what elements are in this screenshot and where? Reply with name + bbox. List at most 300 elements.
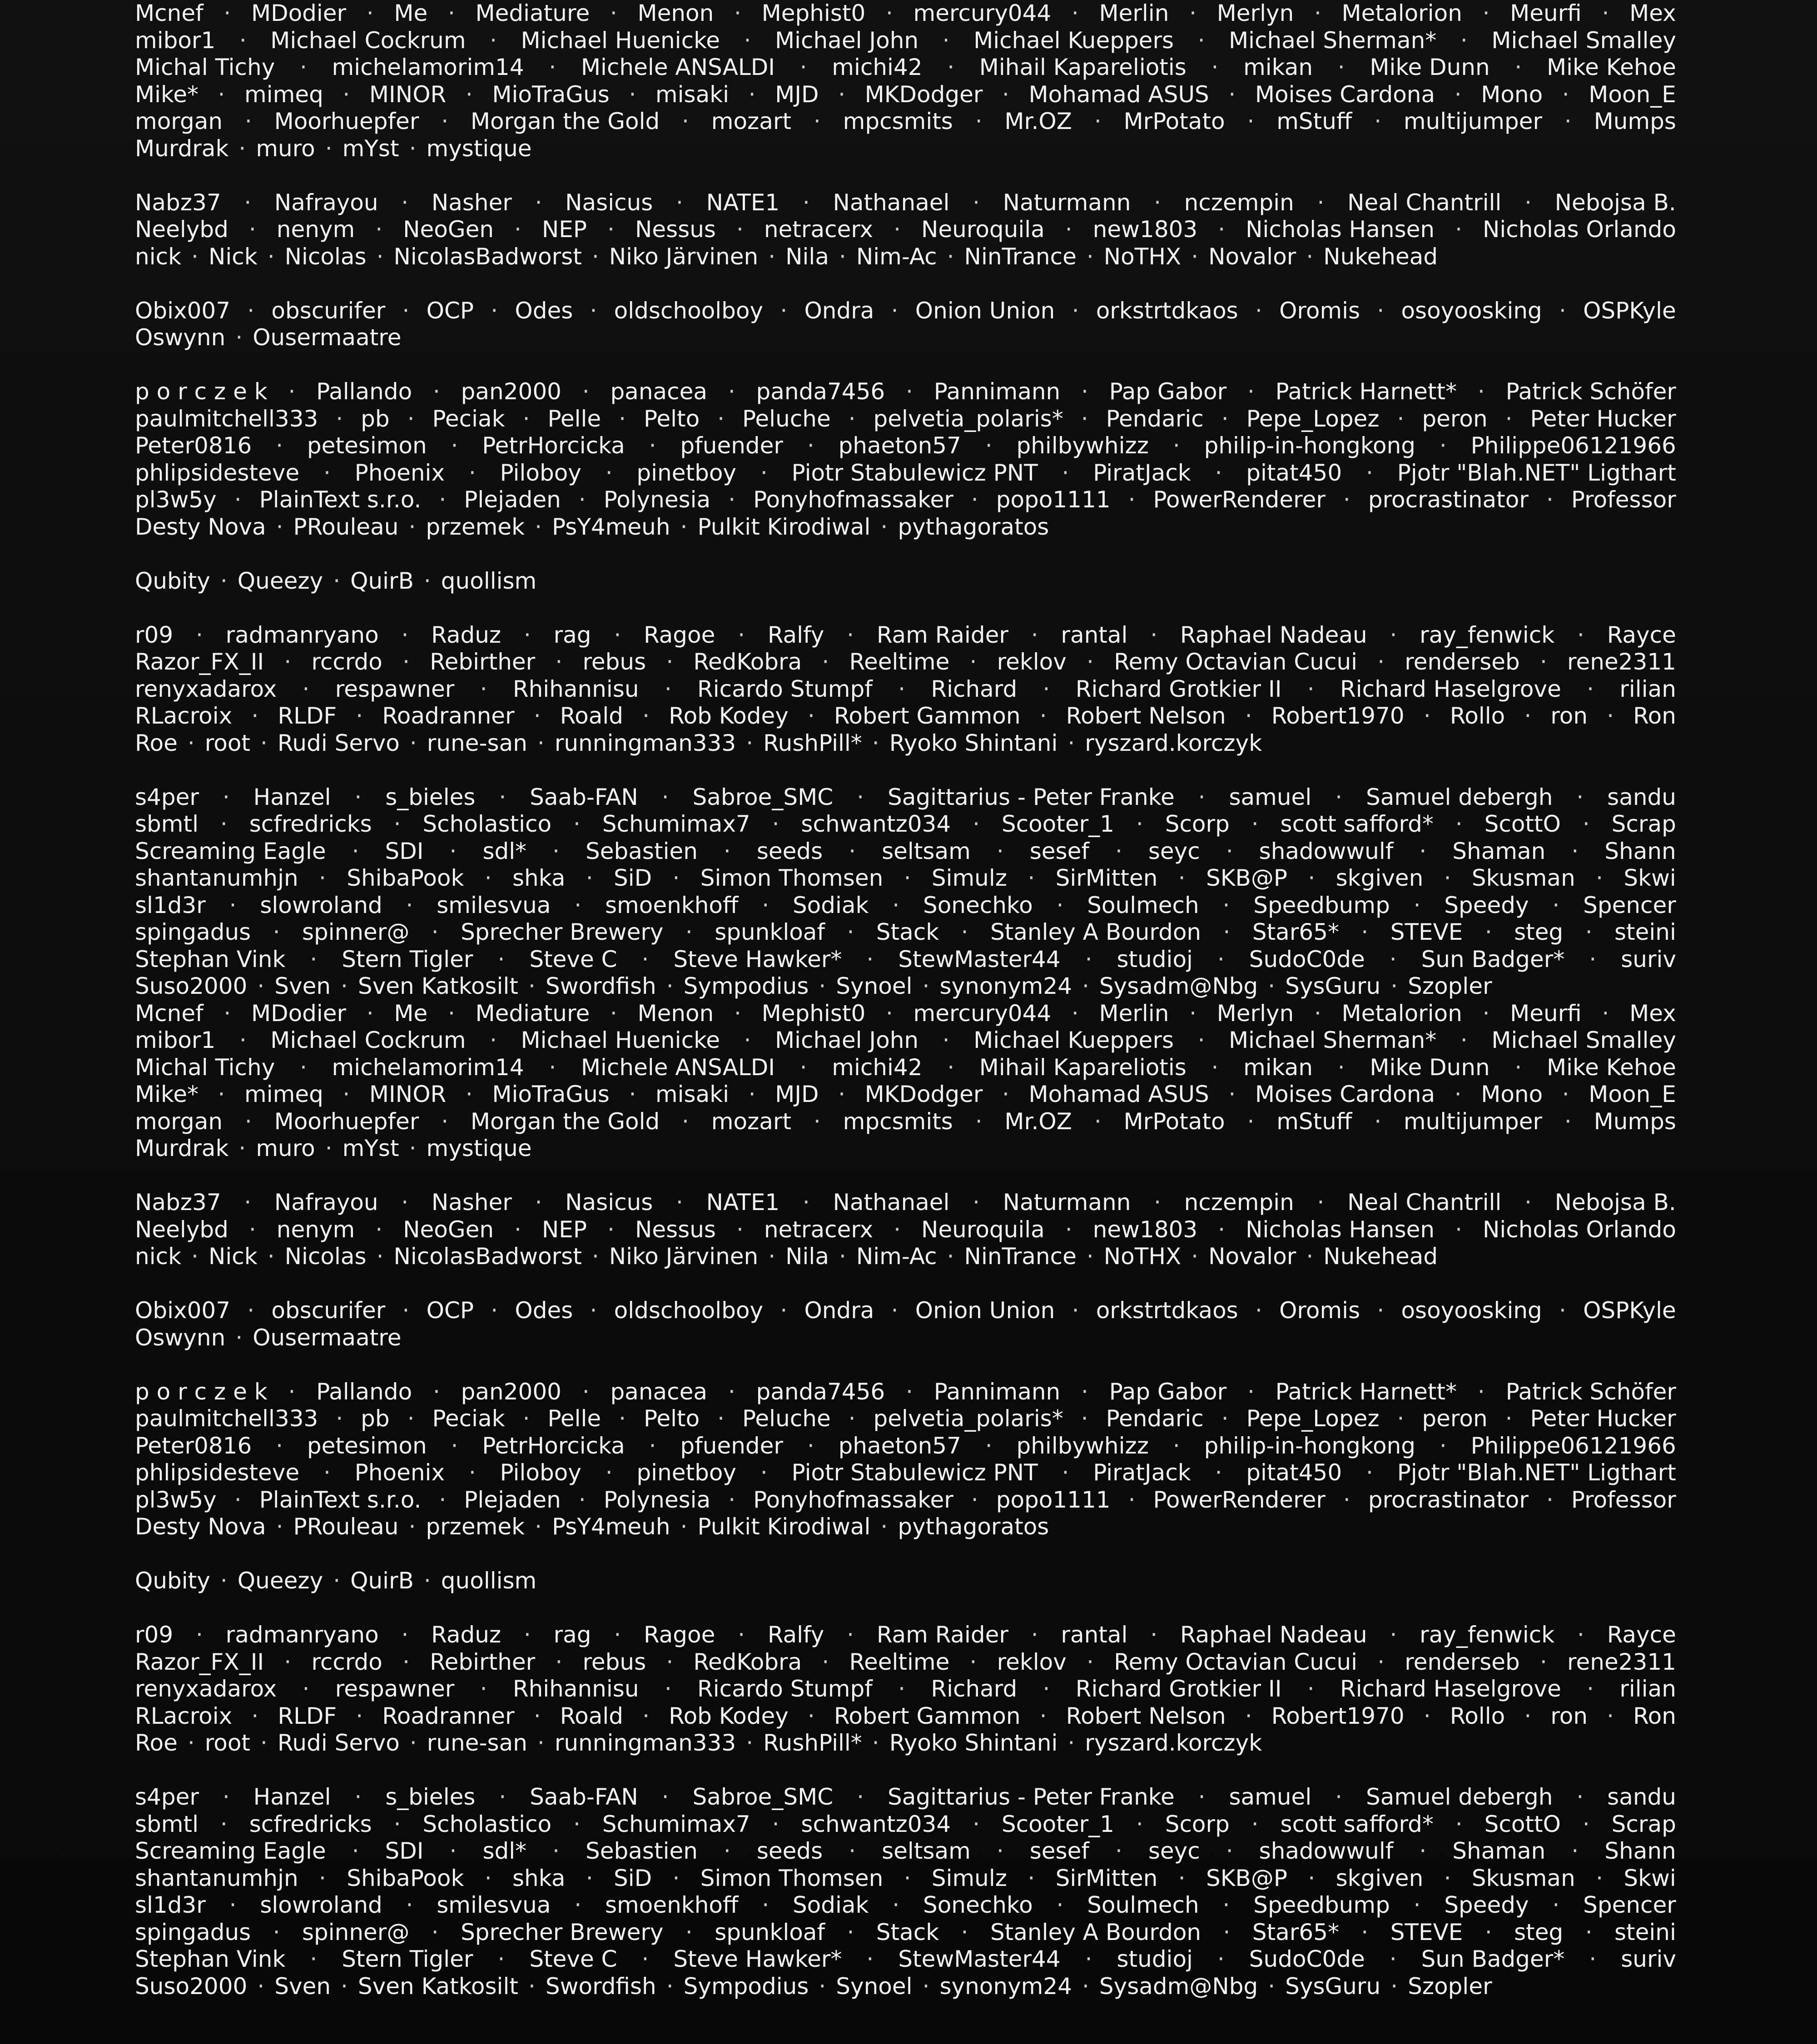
contributor-name: mibor1 <box>135 1027 216 1053</box>
name-separator: · <box>838 81 845 108</box>
contributor-name: Hanzel <box>253 784 331 810</box>
name-separator: · <box>480 675 487 702</box>
contributor-name: Samuel debergh <box>1365 1784 1553 1810</box>
name-separator: · <box>961 919 968 945</box>
contributor-name: Raduz <box>431 621 501 648</box>
contributor-name: Nabz37 <box>135 189 221 216</box>
name-separator: · <box>288 1378 296 1405</box>
name-separator: · <box>1002 1081 1009 1107</box>
name-separator: · <box>586 865 593 891</box>
name-separator: · <box>1245 703 1252 729</box>
name-separator: · <box>1172 432 1180 459</box>
name-separator: · <box>971 486 978 513</box>
contributor-name: philip-in-hongkong <box>1204 1432 1416 1459</box>
contributor-name: · SysGuru <box>1258 973 1380 1000</box>
contributor-name: michelamorim14 <box>332 1054 524 1081</box>
contributor-name: StewMaster44 <box>898 1946 1061 1972</box>
contributor-name: Nicholas Hansen <box>1246 216 1435 243</box>
credits-line <box>135 216 1676 243</box>
contributor-name: morgan <box>135 1108 223 1135</box>
name-separator: · <box>1377 297 1385 324</box>
name-separator: · <box>1197 27 1205 54</box>
contributor-name: smilesvua <box>437 1892 551 1918</box>
credits-line <box>135 1973 1676 2000</box>
contributor-name: Sprecher Brewery <box>461 1919 664 1945</box>
name-separator: · <box>642 1702 650 1729</box>
contributor-name: Mr.OZ <box>1004 1108 1072 1135</box>
contributor-name: Skwi <box>1623 865 1676 891</box>
contributor-name: spingadus <box>135 1919 251 1945</box>
name-separator: · <box>1150 621 1158 648</box>
name-separator: · <box>1374 108 1382 134</box>
credits-letter-group <box>135 1000 1676 1162</box>
contributor-name: Meurfi <box>1510 1000 1582 1027</box>
contributor-name: Ponyhofmassaker <box>753 1486 953 1513</box>
credits-letter-group <box>135 1379 1676 1541</box>
name-separator: · <box>942 1027 950 1053</box>
name-separator: · <box>578 1486 586 1513</box>
name-separator: · <box>717 1405 725 1432</box>
name-separator: · <box>1226 1838 1233 1864</box>
name-separator: · <box>802 189 810 216</box>
name-separator: · <box>760 459 768 486</box>
credits-line <box>135 1649 1676 1676</box>
contributor-name: Pallando <box>316 1378 412 1405</box>
contributor-name: reklov <box>997 649 1067 675</box>
contributor-name: Qubity <box>135 1568 210 1594</box>
contributor-name: Shann <box>1604 1838 1676 1864</box>
name-separator: · <box>1571 1838 1579 1864</box>
name-separator: · <box>1154 189 1161 216</box>
contributor-name: · mYst <box>315 135 399 163</box>
contributor-name: Sagittarius - Peter Franke <box>887 1784 1175 1810</box>
contributor-name: Metalorion <box>1341 0 1462 26</box>
credits-line <box>135 892 1676 919</box>
name-separator: · <box>885 1000 893 1027</box>
credits-line <box>135 1000 1676 1027</box>
contributor-name: · przemek <box>398 514 525 541</box>
name-separator: · <box>1136 811 1143 837</box>
contributor-name: Michal Tichy <box>135 1054 275 1081</box>
contributor-name: Ron <box>1633 1702 1676 1729</box>
credits-line <box>135 1405 1676 1433</box>
name-separator: · <box>898 1676 906 1702</box>
contributor-name: sl1d3r <box>135 1892 206 1918</box>
name-separator: · <box>807 703 815 729</box>
contributor-name: Ram Raider <box>876 621 1008 648</box>
name-separator: · <box>848 405 856 432</box>
name-separator: · <box>1389 946 1397 972</box>
contributor-name: Mex <box>1629 0 1676 26</box>
name-separator: · <box>629 1081 636 1107</box>
contributor-name: MINOR <box>369 81 447 108</box>
name-separator: · <box>1439 1432 1447 1459</box>
contributor-name: Mcnef <box>135 1000 204 1027</box>
contributor-name: Oromis <box>1279 297 1360 324</box>
contributor-name: scott safford* <box>1280 1811 1434 1837</box>
name-separator: · <box>985 432 993 459</box>
name-separator: · <box>892 1892 900 1918</box>
name-separator: · <box>1172 1432 1180 1459</box>
name-separator: · <box>223 1000 231 1027</box>
name-separator: · <box>1397 1405 1405 1432</box>
name-separator: · <box>402 649 410 675</box>
contributor-name: · Sven Katkosilt <box>331 1973 518 2000</box>
contributor-name: smilesvua <box>437 892 551 918</box>
credits-line <box>135 54 1676 81</box>
contributor-name: · Nukehead <box>1296 243 1438 271</box>
contributor-name: spingadus <box>135 919 251 945</box>
contributor-name: Piloboy <box>500 459 581 486</box>
name-separator: · <box>244 1108 252 1135</box>
name-separator: · <box>1039 1702 1047 1729</box>
contributor-name: · root <box>178 730 250 757</box>
name-separator: · <box>574 892 582 918</box>
contributor-name: NEP <box>541 216 587 243</box>
name-separator: · <box>973 811 980 837</box>
contributor-name: Ricardo Stumpf <box>697 675 873 702</box>
name-separator: · <box>1577 621 1584 648</box>
contributor-name: StewMaster44 <box>898 946 1061 972</box>
name-separator: · <box>723 1838 731 1864</box>
contributor-name: Stack <box>876 919 939 945</box>
name-separator: · <box>323 1459 331 1486</box>
contributor-name: · NinTrance <box>937 243 1077 271</box>
contributor-name: reklov <box>997 1648 1067 1675</box>
name-separator: · <box>642 703 650 729</box>
credits-letter-group <box>135 1189 1676 1270</box>
contributor-name: · Rudi Servo <box>250 1730 400 1757</box>
contributor-name: PetrHorcicka <box>482 1432 625 1459</box>
contributor-name: Sodiak <box>792 1892 869 1918</box>
contributor-name: Samuel debergh <box>1365 784 1553 810</box>
name-separator: · <box>1215 459 1222 486</box>
name-separator: · <box>610 0 617 26</box>
name-separator: · <box>1524 1702 1532 1729</box>
contributor-name: Mumps <box>1594 1108 1676 1135</box>
contributor-name: spunkloaf <box>715 1919 825 1945</box>
name-separator: · <box>738 621 745 648</box>
contributor-name: PlainText s.r.o. <box>259 1486 422 1513</box>
contributor-name: Speedbump <box>1253 1892 1390 1918</box>
contributor-name: mercury044 <box>913 0 1052 26</box>
contributor-name: Scooter_1 <box>1001 811 1115 837</box>
contributor-name: · Sven <box>247 973 331 1000</box>
name-separator: · <box>552 838 560 864</box>
contributor-name: seeds <box>756 1838 823 1864</box>
contributor-name: Rob Kodey <box>669 1702 789 1729</box>
name-separator: · <box>1582 811 1590 837</box>
name-separator: · <box>1419 838 1427 864</box>
name-separator: · <box>535 189 542 216</box>
credits-letter-group <box>135 784 1676 1000</box>
contributor-name: sandu <box>1607 1784 1676 1810</box>
contributor-name: studioj <box>1117 1946 1193 1972</box>
contributor-name: pl3w5y <box>135 1486 217 1513</box>
contributor-name: Patrick Schöfer <box>1505 1378 1676 1405</box>
name-separator: · <box>1546 486 1554 513</box>
contributor-name: smoenkhoff <box>605 892 739 918</box>
name-separator: · <box>1484 1919 1492 1945</box>
contributor-name: Robert1970 <box>1271 703 1405 729</box>
name-separator: · <box>1524 1189 1532 1215</box>
contributor-name: · ryszard.korczyk <box>1057 1730 1262 1757</box>
name-separator: · <box>499 784 506 810</box>
name-separator: · <box>969 649 977 675</box>
contributor-name: Mike Dunn <box>1370 1054 1490 1081</box>
contributor-name: Shann <box>1604 838 1676 864</box>
name-separator: · <box>906 378 913 405</box>
contributor-name: shadowwulf <box>1259 1838 1394 1864</box>
name-separator: · <box>1524 189 1532 216</box>
name-separator: · <box>996 838 1004 864</box>
contributor-name: paulmitchell333 <box>135 1405 318 1432</box>
contributor-name: Michael Sherman* <box>1229 27 1437 54</box>
name-separator: · <box>847 919 854 945</box>
contributor-name: Piloboy <box>500 1459 581 1486</box>
name-separator: · <box>799 1054 807 1081</box>
name-separator: · <box>661 1784 669 1810</box>
contributor-name: · Pulkit Kirodiwal <box>670 1513 871 1541</box>
name-separator: · <box>244 108 252 134</box>
contributor-name: popo1111 <box>996 1486 1111 1513</box>
contributor-name: Richard <box>931 675 1018 702</box>
contributor-name: Sonechko <box>923 892 1033 918</box>
contributor-name: Pjotr "Blah.NET" Ligthart <box>1397 1459 1676 1486</box>
credits-letter-group <box>135 378 1676 541</box>
name-separator: · <box>894 1216 901 1243</box>
contributor-name: Sagittarius - Peter Franke <box>887 784 1175 810</box>
contributor-name: · NoTHX <box>1077 1243 1181 1270</box>
name-separator: · <box>401 189 409 216</box>
contributor-name: · pythagoratos <box>870 1513 1049 1541</box>
contributor-name: rantal <box>1061 621 1128 648</box>
name-separator: · <box>407 405 415 432</box>
name-separator: · <box>641 1946 649 1972</box>
name-separator: · <box>1215 1459 1222 1486</box>
contributor-name: · NicolasBadworst <box>367 243 582 271</box>
contributor-name: Moon_E <box>1589 81 1676 108</box>
name-separator: · <box>1444 1865 1451 1891</box>
credits-line <box>135 406 1676 433</box>
contributor-name: Michael Huenicke <box>521 1027 720 1053</box>
name-separator: · <box>1081 1378 1088 1405</box>
contributor-name: Schumimax7 <box>602 811 750 837</box>
name-separator: · <box>582 1378 590 1405</box>
credits-line <box>135 432 1676 460</box>
name-separator: · <box>302 1676 310 1702</box>
contributor-name: steg <box>1514 1919 1564 1945</box>
contributor-name: Mono <box>1481 81 1543 108</box>
contributor-name: Mohamad ASUS <box>1028 1081 1209 1107</box>
contributor-name: Soulmech <box>1087 892 1199 918</box>
name-separator: · <box>247 297 255 324</box>
name-separator: · <box>799 54 807 80</box>
name-separator: · <box>343 1081 350 1107</box>
contributor-name: SudoC0de <box>1249 946 1365 972</box>
credits-line <box>135 0 1676 27</box>
contributor-name: Suso2000 <box>135 973 248 999</box>
name-separator: · <box>975 1108 983 1135</box>
name-separator: · <box>1361 1919 1369 1945</box>
name-separator: · <box>431 1919 439 1945</box>
contributor-name: Mcnef <box>135 0 204 26</box>
name-separator: · <box>310 1946 318 1972</box>
contributor-name: Polynesia <box>603 486 711 513</box>
name-separator: · <box>649 1432 656 1459</box>
name-separator: · <box>248 1216 256 1243</box>
contributor-name: Robert Gammon <box>834 703 1021 729</box>
name-separator: · <box>522 1405 530 1432</box>
contributor-name: Mike* <box>135 81 199 108</box>
name-separator: · <box>1081 405 1088 432</box>
contributor-name: Moon_E <box>1589 1081 1676 1107</box>
contributor-name: RedKobra <box>693 1648 802 1675</box>
contributor-name: · Sysadm@Nbg <box>1072 973 1258 1000</box>
contributor-name: · runningman333 <box>527 1730 736 1757</box>
credits-line <box>135 703 1676 730</box>
contributor-name: respawner <box>335 675 455 702</box>
contributor-name: Nasher <box>431 189 512 216</box>
contributor-name: · Sympodius <box>656 1973 809 2000</box>
credits-line <box>135 108 1676 135</box>
contributor-name: Remy Octavian Cucui <box>1114 1648 1358 1675</box>
name-separator: · <box>1255 297 1262 324</box>
contributor-name: Polynesia <box>603 1486 711 1513</box>
contributor-name: pfuender <box>680 432 783 459</box>
contributor-name: Merlin <box>1099 0 1169 26</box>
contributor-name: · Nick <box>181 1243 258 1270</box>
contributor-name: Robert Nelson <box>1066 703 1226 729</box>
contributor-name: Soulmech <box>1087 1892 1199 1918</box>
contributor-name: rene2311 <box>1567 1648 1676 1675</box>
contributor-name: · PsY4meuh <box>525 1513 670 1541</box>
contributor-name: Moises Cardona <box>1255 1081 1435 1107</box>
contributor-name: Raphael Nadeau <box>1180 621 1367 648</box>
contributor-name: mikan <box>1243 54 1313 80</box>
name-separator: · <box>375 216 383 243</box>
name-separator: · <box>736 216 744 243</box>
contributor-name: Screaming Eagle <box>135 838 326 864</box>
credits-line <box>135 1108 1676 1136</box>
contributor-name: Rayce <box>1607 621 1676 648</box>
name-separator: · <box>1585 1919 1593 1945</box>
name-separator: · <box>1413 1892 1421 1918</box>
contributor-name: · NicolasBadworst <box>367 1243 582 1270</box>
name-separator: · <box>1562 1081 1569 1107</box>
name-separator: · <box>401 621 409 648</box>
contributor-name: Richard Grotkier II <box>1075 675 1282 702</box>
contributor-name: · SysGuru <box>1258 1973 1380 2000</box>
contributor-name: suriv <box>1621 946 1676 972</box>
contributor-name: Mono <box>1481 1081 1543 1107</box>
name-separator: · <box>734 0 741 26</box>
contributor-name: ron <box>1550 1702 1588 1729</box>
name-separator: · <box>1031 621 1038 648</box>
name-separator: · <box>533 1702 541 1729</box>
contributor-name: Philippe06121966 <box>1470 432 1676 459</box>
contributor-name: Merlin <box>1099 1000 1169 1027</box>
contributor-name: Ron <box>1633 703 1676 729</box>
contributor-name: mozart <box>711 1108 792 1135</box>
name-separator: · <box>848 1405 856 1432</box>
contributor-name: renyxadarox <box>135 1676 277 1702</box>
name-separator: · <box>1589 946 1597 972</box>
contributor-name: radmanryano <box>225 1622 379 1648</box>
contributor-name: Oromis <box>1279 1297 1360 1324</box>
name-separator: · <box>432 1378 440 1405</box>
contributor-name: Obix007 <box>135 297 231 324</box>
name-separator: · <box>1576 1784 1584 1810</box>
contributor-name: Phoenix <box>354 459 445 486</box>
name-separator: · <box>375 1216 383 1243</box>
contributor-name: · Sysadm@Nbg <box>1072 1973 1258 2000</box>
name-separator: · <box>1247 1108 1255 1135</box>
name-separator: · <box>302 675 310 702</box>
name-separator: · <box>239 27 247 54</box>
contributor-name: Raphael Nadeau <box>1180 1622 1367 1648</box>
name-separator: · <box>356 703 363 729</box>
contributor-name: Plejaden <box>464 1486 561 1513</box>
contributor-name: MrPotato <box>1123 1108 1225 1135</box>
name-separator: · <box>491 297 498 324</box>
credits-line <box>135 1325 1676 1352</box>
contributor-name: Stack <box>876 1919 939 1945</box>
name-separator: · <box>1361 919 1369 945</box>
name-separator: · <box>1423 703 1431 729</box>
contributor-name: Mediature <box>475 1000 590 1027</box>
contributor-name: Nabz37 <box>135 1189 221 1215</box>
name-separator: · <box>234 486 242 513</box>
contributor-name: Pap Gabor <box>1109 1378 1227 1405</box>
name-separator: · <box>676 1189 683 1215</box>
name-separator: · <box>1460 1027 1468 1053</box>
contributor-name: panacea <box>610 378 708 405</box>
contributor-name: Hanzel <box>253 1784 331 1810</box>
contributor-name: NATE1 <box>706 189 780 216</box>
name-separator: · <box>484 865 492 891</box>
contributor-name: Peter0816 <box>135 432 252 459</box>
name-separator: · <box>649 432 656 459</box>
name-separator: · <box>1211 54 1219 80</box>
contributor-name: Shaman <box>1452 1838 1546 1864</box>
contributor-name: pinetboy <box>636 1459 737 1486</box>
name-separator: · <box>336 405 343 432</box>
contributor-name: Steve C <box>529 1946 617 1972</box>
contributor-name: Ralfy <box>767 621 824 648</box>
contributor-name: PiratJack <box>1093 1459 1191 1486</box>
name-separator: · <box>1314 0 1321 26</box>
contributor-name: Simulz <box>931 1865 1008 1891</box>
contributor-name: · mYst <box>315 1135 399 1162</box>
name-separator: · <box>1128 1486 1136 1513</box>
contributor-name: Remy Octavian Cucui <box>1114 649 1358 675</box>
name-separator: · <box>248 216 256 243</box>
credits-letter-group <box>135 568 1676 595</box>
contributor-name: Pannimann <box>933 1378 1061 1405</box>
contributor-name: multijumper <box>1403 1108 1543 1135</box>
contributor-name: MKDodger <box>864 1081 983 1107</box>
name-separator: · <box>723 838 731 864</box>
contributor-name: MKDodger <box>864 81 983 108</box>
contributor-name: · RushPill* <box>736 730 862 757</box>
name-separator: · <box>1484 919 1492 945</box>
name-separator: · <box>1413 892 1421 918</box>
name-separator: · <box>748 81 756 108</box>
credits-line <box>135 1459 1676 1487</box>
name-separator: · <box>439 486 447 513</box>
contributor-name: · rune-san <box>400 730 527 757</box>
